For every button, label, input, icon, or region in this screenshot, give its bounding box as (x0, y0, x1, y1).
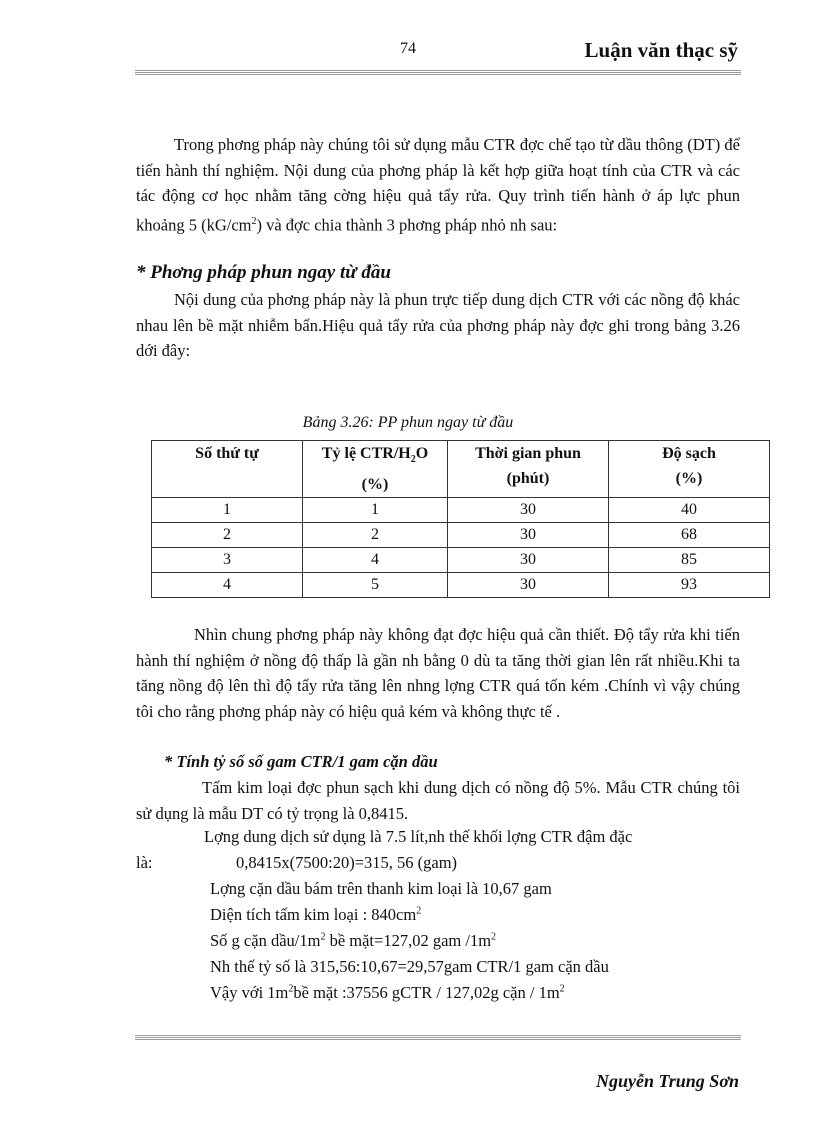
table-cell: 93 (609, 573, 770, 598)
table-cell: 30 (448, 548, 609, 573)
table-row (152, 498, 770, 523)
page-number: 74 (400, 40, 416, 57)
area-line: Diện tích tấm kim loại : $840cm^2$ (210, 905, 422, 924)
table-cell: 5 (303, 573, 448, 598)
section-heading-spray: * Phơng pháp phun ngay từ đầu (136, 262, 391, 283)
table-row (152, 573, 770, 598)
ratio-paragraph-1: Tấm kim loại đợc phun sạch khi dung dịch có nồng độ 5%. Mẫu CTR chúng tôi sử dụng là mẫu DT có tỷ trọng là 0,8415. (136, 778, 740, 823)
table-row (152, 523, 770, 548)
table-cell: 3 (152, 548, 303, 573)
table-cell: 68 (609, 523, 770, 548)
per-area-line: Vậy với $1m^2bề$ mặt :37556 gCTR / 127,02g cặn / $1m^2$ (210, 983, 565, 1002)
table-cell: 2 (303, 523, 448, 548)
ratio-volume-line: Lợng dung dịch sử dụng là 7.5 lít,nh thế khối lợng CTR đậm đặc (204, 827, 633, 846)
header-cell-ratio: Tỷ lệ CTR/$H_2O$ (%) (303, 441, 448, 498)
table-cell: 4 (152, 573, 303, 598)
header-cell-time: Thời gian phun (phút) (448, 441, 609, 498)
section-paragraph-spray: Nội dung của phơng pháp này là phun trực tiếp dung dịch CTR với các nồng độ khác nhau lên bề mặt nhiễm bẩn.Hiệu quả tẩy rửa của phơng pháp này đợc ghi trong bảng 3.26 dới đây: (136, 290, 740, 360)
grams-per-area-line: Số g cặn dầu/$1m^2$ bề mặt=127,02 gam $/1m^2$ (210, 931, 497, 950)
table-cell: 4 (303, 548, 448, 573)
table-cell: 40 (609, 498, 770, 523)
table-cell: 30 (448, 498, 609, 523)
intro-paragraph: Trong phơng pháp này chúng tôi sử dụng mẫu CTR đợc chế tạo từ dầu thông (DT) để tiến hành thí nghiệm. Nội dung của phơng pháp là kết hợp giữa hoạt tính của CTR và các tác động cơ học nhằm tăng cờng hiệu quả tẩy rửa. Quy trình tiến hành ở áp lực phun khoảng 5 $(kG/cm^2)$ và đợc chia thành 3 phơng pháp nhỏ nh sau: (136, 135, 740, 234)
table-cell: 2 (152, 523, 303, 548)
conclusion-paragraph: Nhìn chung phơng pháp này không đạt đợc hiệu quả cần thiết. Độ tẩy rửa khi tiến hành thí nghiệm ở nồng độ thấp là gần nh bằng 0 dù ta tăng thời gian lên rất nhiều.Khi ta tăng nồng độ lên thì độ tẩy rửa tăng lên nhng lợng CTR quá tốn kém .Chính vì vậy chúng tôi cho rằng phơng pháp này có hiệu quả kém và không thực tế . (136, 625, 740, 721)
header-rule (135, 70, 741, 76)
table-cell: 1 (303, 498, 448, 523)
ratio-result-line: Nh thế tỷ số là 315,56:10,67=29,57gam CTR/1 gam cặn dầu (210, 957, 609, 976)
header-cell-cleanliness: Độ sạch (%) (609, 441, 770, 498)
ratio-label: là: (136, 853, 153, 872)
table-caption: Bảng 3.26: PP phun ngay từ đầu (302, 414, 514, 431)
author-name: Nguyễn Trung Sơn (595, 1071, 739, 1091)
ratio-formula: 0,8415x(7500:20)=315, 56 (gam) (236, 853, 458, 872)
table-row (152, 548, 770, 573)
table-cell: 1 (152, 498, 303, 523)
footer-rule (135, 1035, 741, 1041)
table-cell: 30 (448, 573, 609, 598)
table-cell: 30 (448, 523, 609, 548)
running-title: Luận văn thạc sỹ (584, 38, 738, 62)
results-table (151, 440, 770, 598)
table-header-row (152, 441, 770, 498)
table-cell: 85 (609, 548, 770, 573)
residue-line: Lợng cặn dầu bám trên thanh kim loại là 10,67 gam (210, 879, 552, 898)
section-heading-ratio: * Tính tỷ số số gam CTR/1 gam cặn dầu (164, 752, 438, 771)
header-cell-order: Số thứ tự (152, 441, 303, 498)
